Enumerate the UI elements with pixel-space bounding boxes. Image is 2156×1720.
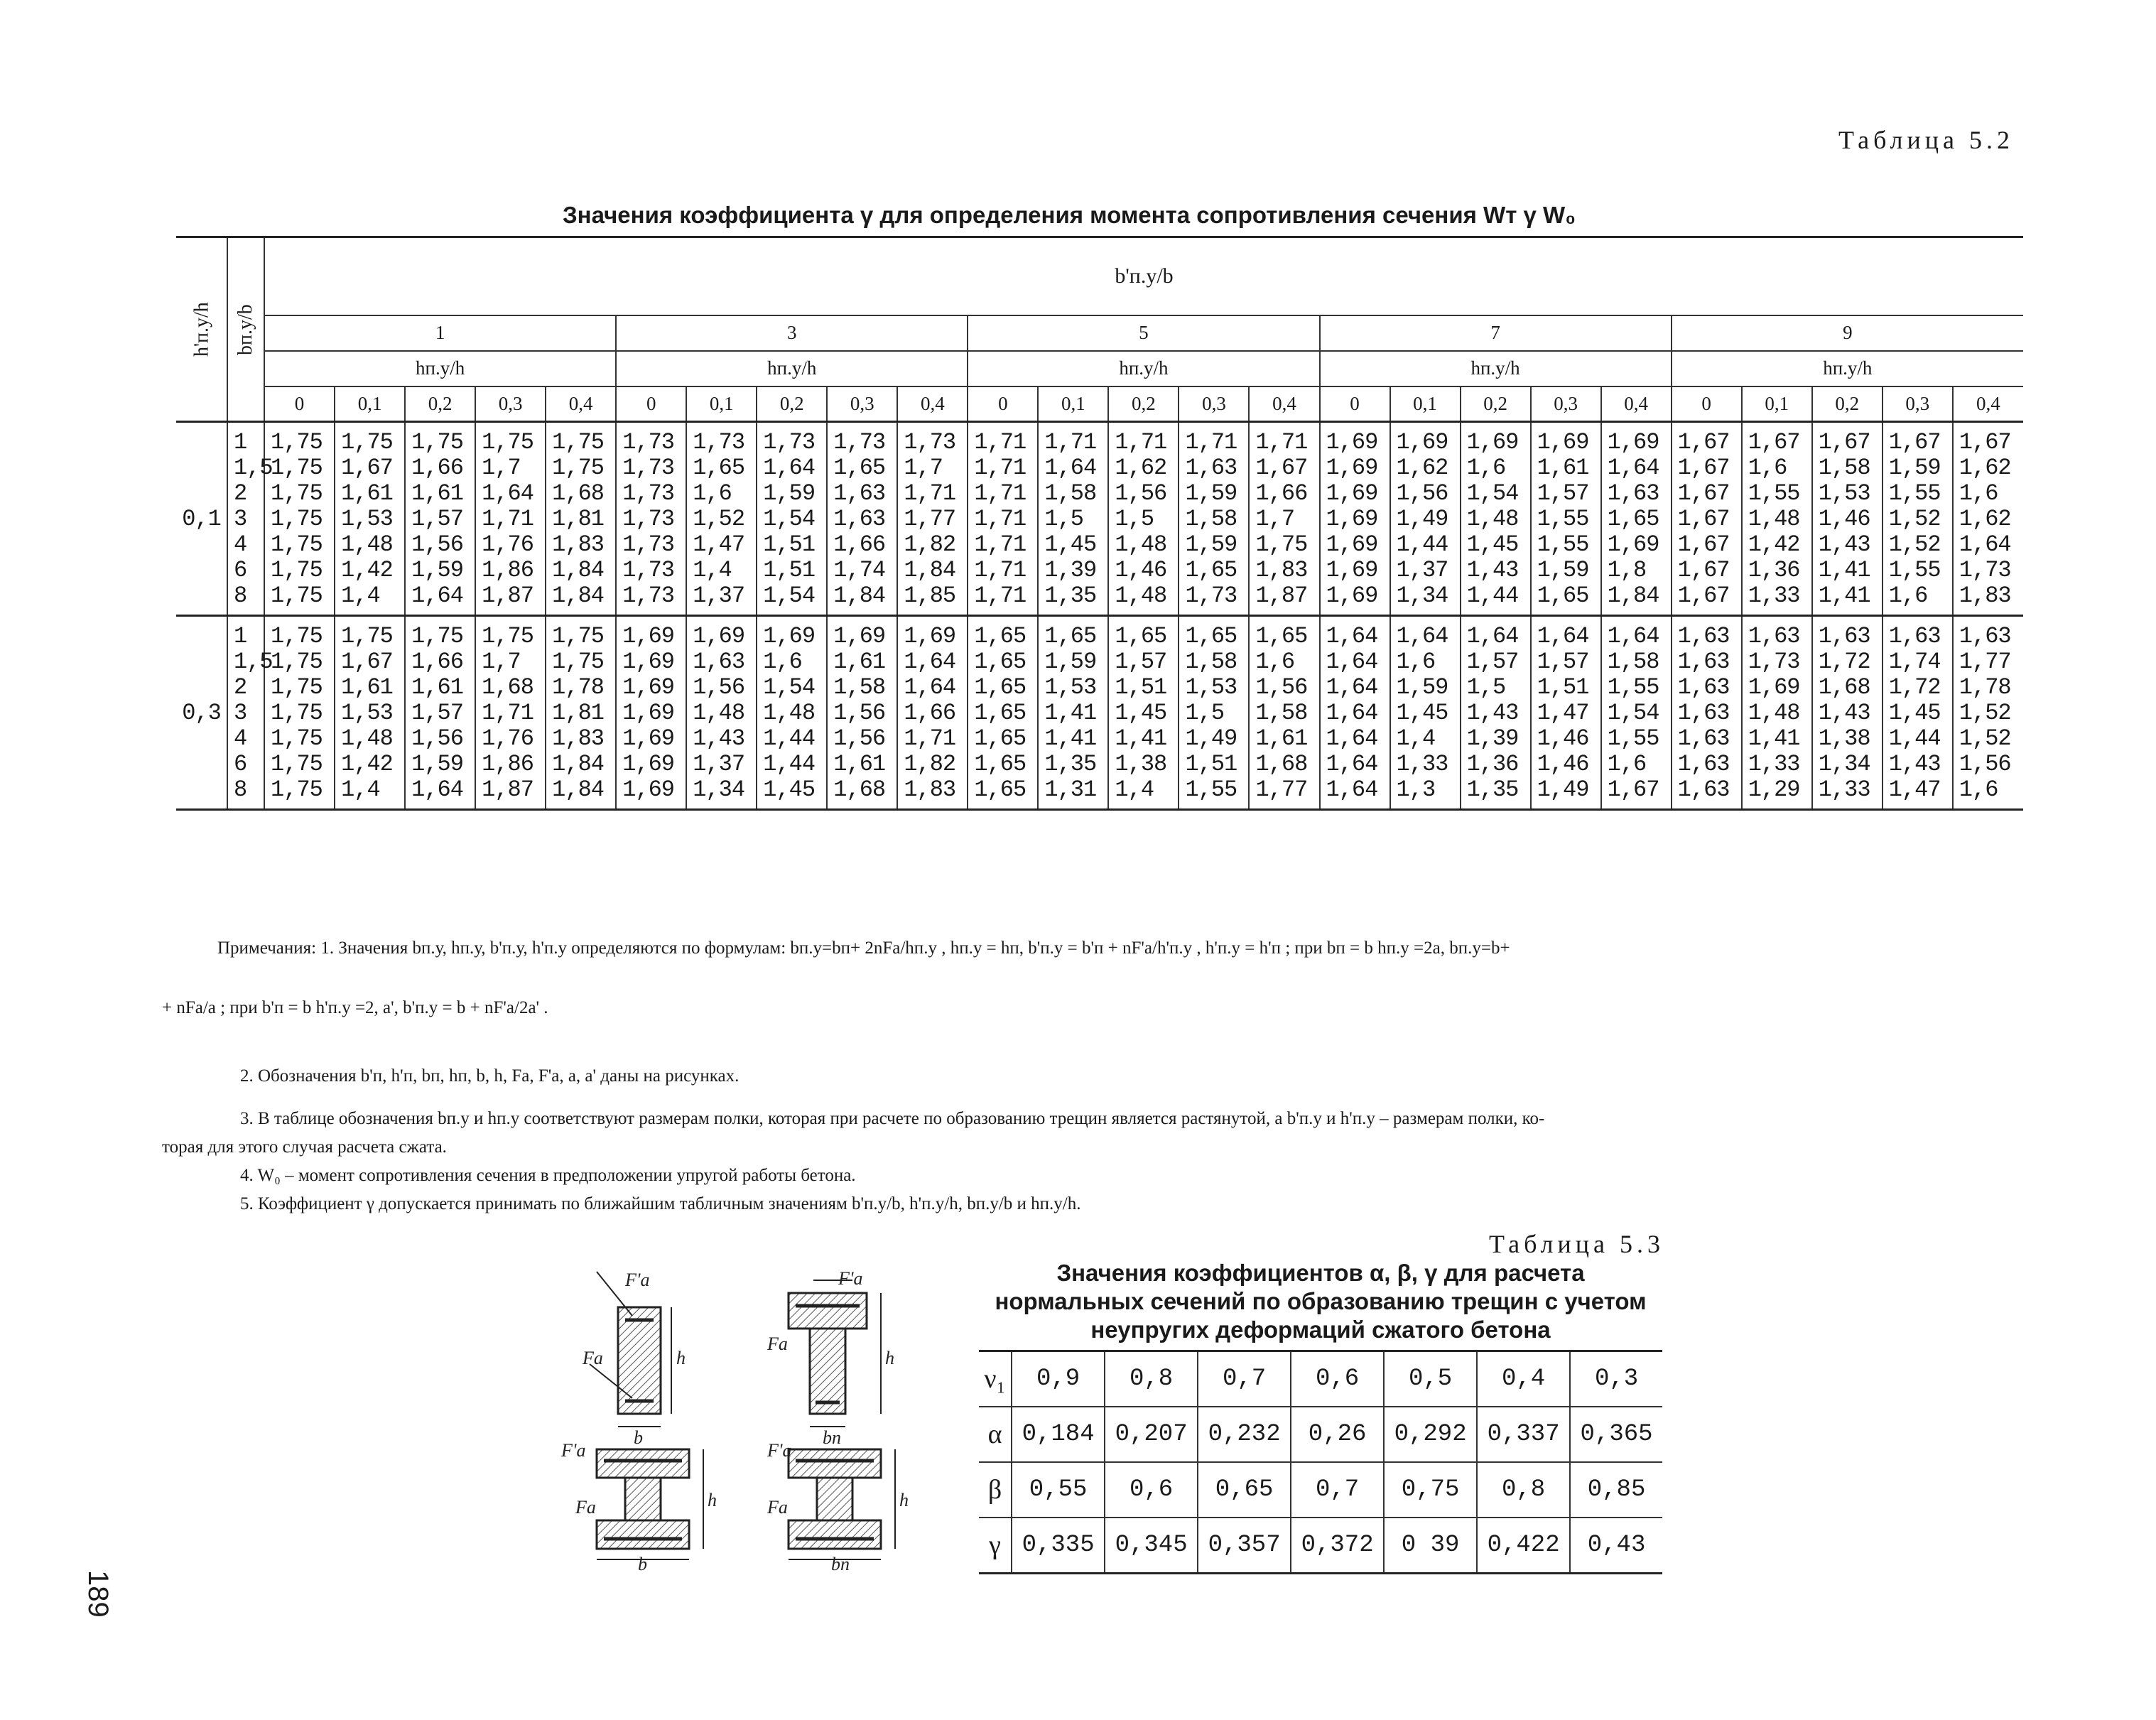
table-cell: 1,75 1,75 1,68 1,81 1,83 1,84 1,84 — [546, 422, 616, 616]
page-number: 189 — [82, 1570, 114, 1618]
label-fa-prime-4: F'a — [767, 1440, 792, 1461]
table-cell: 1,75 1,75 1,75 1,75 1,75 1,75 1,75 — [264, 616, 335, 810]
table-cell: 1,75 1,7 1,64 1,71 1,76 1,86 1,87 — [475, 422, 546, 616]
table-cell: 1,67 1,67 1,67 1,67 1,67 1,67 1,67 — [1672, 422, 1742, 616]
label-fa: Fa — [583, 1348, 603, 1368]
note-3-line-2: торая для этого случая расчета сжата. — [162, 1137, 447, 1157]
bpy-values: 1 1,5 2 3 4 6 8 — [227, 616, 264, 810]
table-cell: 1,67 1,59 1,55 1,52 1,52 1,55 1,6 — [1883, 422, 1953, 616]
table-cell: 0,335 — [1012, 1518, 1105, 1574]
label-fa-prime-2: F'a — [838, 1268, 863, 1289]
label-fa-prime-3: F'a — [561, 1440, 586, 1461]
table-cell: 1,73 1,73 1,73 1,73 1,73 1,73 1,73 — [616, 422, 686, 616]
label-fa-2: Fa — [767, 1334, 788, 1354]
table-row — [176, 422, 2023, 616]
label-bn: bп — [823, 1427, 841, 1448]
table-cell: 1,73 1,7 1,71 1,77 1,82 1,84 1,85 — [897, 422, 968, 616]
table-cell: 1,64 1,57 1,5 1,43 1,39 1,36 1,35 — [1461, 616, 1531, 810]
note-1-line-1: Примечания: 1. Значения bп.у, hп.у, b'п.у, h'п.у определяются по формулам: bп.у=bп+ 2nFa/hп.у , hп.у = hп, b'п.у = b'п + nF'a/h'п.у , h'п.у = h'п ; при bп = b hп.у =2a, bп.у=b+ — [217, 939, 1510, 958]
table-cell: 0 39 — [1384, 1518, 1477, 1574]
h-value-header: 0,3 — [1531, 386, 1601, 422]
h-ratio-subheader: hп.у/h — [1672, 351, 2023, 386]
table-cell: 0,184 — [1012, 1407, 1105, 1462]
table-row — [979, 1462, 1662, 1518]
table-cell: 1,71 1,64 1,58 1,5 1,45 1,39 1,35 — [1038, 422, 1108, 616]
table-5-2 — [176, 236, 2023, 811]
table-cell: 0,55 — [1012, 1462, 1105, 1518]
h-value-header: 0,3 — [1883, 386, 1953, 422]
table-cell: 1,69 1,63 1,56 1,48 1,43 1,37 1,34 — [686, 616, 757, 810]
h-value-header: 0,2 — [1461, 386, 1531, 422]
h-value-header: 0,3 — [1179, 386, 1249, 422]
table-cell: 0,357 — [1198, 1518, 1291, 1574]
b-group-header: 9 — [1672, 315, 2023, 351]
label-h-2: h — [885, 1348, 894, 1368]
table-cell: 1,73 1,64 1,59 1,54 1,51 1,51 1,54 — [757, 422, 827, 616]
row-symbol: ν₁ — [979, 1351, 1012, 1407]
note-2: 2. Обозначения b'п, h'п, bп, hп, b, h, Fa, F'a, a, a' даны на рисунках. — [240, 1066, 740, 1086]
row-symbol: β — [979, 1462, 1012, 1518]
table-cell: 1,63 1,72 1,68 1,43 1,38 1,34 1,33 — [1812, 616, 1883, 810]
label-fa-4: Fa — [767, 1497, 788, 1518]
hpy-value: 0,1 — [176, 422, 227, 616]
h-ratio-subheader: hп.у/h — [1320, 351, 1672, 386]
h-value-header: 0 — [616, 386, 686, 422]
table-cell: 1,75 1,67 1,61 1,53 1,48 1,42 1,4 — [335, 422, 405, 616]
label-h-3: h — [708, 1490, 717, 1510]
header-b-prime-ratio: b'п.у/b — [264, 237, 2023, 315]
table-cell: 1,63 1,63 1,63 1,63 1,63 1,63 1,63 — [1672, 616, 1742, 810]
table-cell: 0,26 — [1291, 1407, 1384, 1462]
table-cell: 1,71 1,67 1,66 1,7 1,75 1,83 1,87 — [1249, 422, 1319, 616]
bpy-values: 1 1,5 2 3 4 6 8 — [227, 422, 264, 616]
table-cell: 1,65 1,65 1,65 1,65 1,65 1,65 1,65 — [968, 616, 1038, 810]
label-fa-3: Fa — [575, 1497, 596, 1518]
h-value-header: 0,2 — [1812, 386, 1883, 422]
label-h-4: h — [899, 1490, 909, 1510]
h-value-header: 0,3 — [475, 386, 546, 422]
table-cell: 1,63 1,73 1,69 1,48 1,41 1,33 1,29 — [1742, 616, 1812, 810]
table-cell: 0,7 — [1198, 1351, 1291, 1407]
table-cell: 1,69 1,64 1,64 1,66 1,71 1,82 1,83 — [897, 616, 968, 810]
note-5: 5. Коэффициент γ допускается принимать по ближайшим табличным значениям b'п.у/b, h'п.у/h, bп.у/b и hп.у/h. — [240, 1194, 1081, 1213]
table-cell: 1,69 1,6 1,54 1,48 1,44 1,44 1,45 — [757, 616, 827, 810]
table-cell: 1,71 1,62 1,56 1,5 1,48 1,46 1,48 — [1108, 422, 1179, 616]
table-cell: 1,65 1,6 1,56 1,58 1,61 1,68 1,77 — [1249, 616, 1319, 810]
table-cell: 1,69 1,62 1,56 1,49 1,44 1,37 1,34 — [1390, 422, 1461, 616]
table-cell: 1,71 1,71 1,71 1,71 1,71 1,71 1,71 — [968, 422, 1038, 616]
header-hpy-ratio: h'п.у/h — [176, 237, 227, 422]
table-cell: 0,9 — [1012, 1351, 1105, 1407]
table-5-3-title-line-1: Значения коэффициентов α, β, γ для расчета — [1056, 1260, 1585, 1286]
table-cell: 1,73 1,65 1,6 1,52 1,47 1,4 1,37 — [686, 422, 757, 616]
table-cell: 0,6 — [1291, 1351, 1384, 1407]
table-cell: 1,75 1,67 1,61 1,53 1,48 1,42 1,4 — [335, 616, 405, 810]
table-cell: 0,5 — [1384, 1351, 1477, 1407]
table-row — [979, 1351, 1662, 1407]
table-cell: 1,69 1,64 1,63 1,65 1,69 1,8 1,84 — [1601, 422, 1672, 616]
b-group-header: 7 — [1320, 315, 1672, 351]
table-cell: 0,85 — [1570, 1462, 1662, 1518]
table-cell: 1,67 1,62 1,6 1,62 1,64 1,73 1,83 — [1953, 422, 2023, 616]
h-value-header: 0,2 — [757, 386, 827, 422]
table-cell: 0,75 — [1384, 1462, 1477, 1518]
table-cell: 1,64 1,58 1,55 1,54 1,55 1,6 1,67 — [1601, 616, 1672, 810]
note-4: 4. W₀ – момент сопротивления сечения в предположении упругой работы бетона. — [240, 1166, 856, 1185]
table-cell: 0,365 — [1570, 1407, 1662, 1462]
table-cell: 0,207 — [1105, 1407, 1198, 1462]
table-5-3 — [979, 1350, 1662, 1574]
note-1-line-2: + nFa/a ; при b'п = b h'п.у =2, a', b'п.у = b + nF'a/2a' . — [162, 998, 548, 1017]
table-cell: 0,3 — [1570, 1351, 1662, 1407]
table-row — [979, 1518, 1662, 1574]
row-symbol: α — [979, 1407, 1012, 1462]
b-group-header: 3 — [616, 315, 968, 351]
h-value-header: 0,2 — [1108, 386, 1179, 422]
table-cell: 1,65 1,59 1,53 1,41 1,41 1,35 1,31 — [1038, 616, 1108, 810]
table-row — [176, 616, 2023, 810]
table-cell: 1,65 1,57 1,51 1,45 1,41 1,38 1,4 — [1108, 616, 1179, 810]
label-b-3: b — [638, 1554, 647, 1574]
h-value-header: 0,1 — [335, 386, 405, 422]
table-cell: 1,75 1,75 1,75 1,75 1,75 1,75 1,75 — [264, 422, 335, 616]
table-cell: 1,71 1,63 1,59 1,58 1,59 1,65 1,73 — [1179, 422, 1249, 616]
table-cell: 1,64 1,64 1,64 1,64 1,64 1,64 1,64 — [1320, 616, 1390, 810]
h-value-header: 0,1 — [1390, 386, 1461, 422]
table-5-3-title-line-2: нормальных сечений по образованию трещин с учетом — [995, 1288, 1647, 1314]
h-ratio-subheader: hп.у/h — [968, 351, 1319, 386]
table-cell: 1,69 1,69 1,69 1,69 1,69 1,69 1,69 — [1320, 422, 1390, 616]
table-cell: 1,69 1,6 1,54 1,48 1,45 1,43 1,44 — [1461, 422, 1531, 616]
header-bpy-ratio: bп.у/b — [227, 237, 264, 422]
h-value-header: 0,4 — [1953, 386, 2023, 422]
b-group-header: 1 — [264, 315, 616, 351]
table-cell: 0,372 — [1291, 1518, 1384, 1574]
figure-i-section-2 — [789, 1449, 895, 1559]
table-cell: 1,69 1,61 1,57 1,55 1,55 1,59 1,65 — [1531, 422, 1601, 616]
table-cell: 0,65 — [1198, 1462, 1291, 1518]
hpy-value: 0,3 — [182, 699, 221, 726]
table-5-2-label: Таблица 5.2 — [1838, 126, 2014, 154]
table-5-3-label: Таблица 5.3 — [1489, 1230, 1664, 1258]
table-cell: 1,75 1,75 1,78 1,81 1,83 1,84 1,84 — [546, 616, 616, 810]
h-value-header: 0,1 — [1742, 386, 1812, 422]
table-cell: 0,6 — [1105, 1462, 1198, 1518]
note-3-line-1: 3. В таблице обозначения bп.у и hп.у соответствуют размерам полки, которая при расчете по образованию трещин является растянутой, а b'п.у и h'п.у – размерам полки, ко- — [240, 1109, 1545, 1128]
table-cell: 1,75 1,66 1,61 1,57 1,56 1,59 1,64 — [405, 616, 475, 810]
table-5-3-title — [979, 1259, 1662, 1344]
label-b: b — [634, 1427, 643, 1448]
table-cell: 1,64 1,6 1,59 1,45 1,4 1,33 1,3 — [1390, 616, 1461, 810]
h-value-header: 0 — [1672, 386, 1742, 422]
h-value-header: 0 — [968, 386, 1038, 422]
table-cell: 0,4 — [1477, 1351, 1570, 1407]
label-fa-prime: F'a — [625, 1270, 650, 1290]
row-symbol: γ — [979, 1518, 1012, 1574]
table-cell: 1,63 1,77 1,78 1,52 1,52 1,56 1,6 — [1953, 616, 2023, 810]
h-value-header: 0,2 — [405, 386, 475, 422]
table-cell: 0,7 — [1291, 1462, 1384, 1518]
b-group-header: 5 — [968, 315, 1319, 351]
table-cell: 1,63 1,74 1,72 1,45 1,44 1,43 1,47 — [1883, 616, 1953, 810]
table-cell: 1,75 1,7 1,68 1,71 1,76 1,86 1,87 — [475, 616, 546, 810]
table-cell: 0,8 — [1477, 1462, 1570, 1518]
table-cell: 1,67 1,6 1,55 1,48 1,42 1,36 1,33 — [1742, 422, 1812, 616]
h-ratio-subheader: hп.у/h — [264, 351, 616, 386]
table-5-3-title-line-3: неупругих деформаций сжатого бетона — [1090, 1316, 1551, 1343]
h-value-header: 0,4 — [897, 386, 968, 422]
h-value-header: 0,1 — [686, 386, 757, 422]
h-ratio-subheader: hп.у/h — [616, 351, 968, 386]
table-cell: 0,292 — [1384, 1407, 1477, 1462]
h-value-header: 0,4 — [546, 386, 616, 422]
table-cell: 1,69 1,61 1,58 1,56 1,56 1,61 1,68 — [827, 616, 897, 810]
h-value-header: 0,1 — [1038, 386, 1108, 422]
h-value-header: 0,3 — [827, 386, 897, 422]
table-row — [979, 1407, 1662, 1462]
h-value-header: 0,4 — [1601, 386, 1672, 422]
label-h: h — [676, 1348, 686, 1368]
label-bn-4: bп — [831, 1554, 850, 1574]
table-5-2-title: Значения коэффициента γ для определения момента сопротивления сечения Wт γ W₀ — [563, 202, 1576, 228]
table-cell: 0,43 — [1570, 1518, 1662, 1574]
table-cell: 1,69 1,69 1,69 1,69 1,69 1,69 1,69 — [616, 616, 686, 810]
table-cell: 1,67 1,58 1,53 1,46 1,43 1,41 1,41 — [1812, 422, 1883, 616]
table-cell: 0,8 — [1105, 1351, 1198, 1407]
table-cell: 0,337 — [1477, 1407, 1570, 1462]
table-cell: 1,73 1,65 1,63 1,63 1,66 1,74 1,84 — [827, 422, 897, 616]
h-value-header: 0,4 — [1249, 386, 1319, 422]
cross-section-figures — [554, 1265, 938, 1574]
figure-i-section — [597, 1449, 703, 1559]
table-cell: 1,65 1,58 1,53 1,5 1,49 1,51 1,55 — [1179, 616, 1249, 810]
figure-t-section-top-flange — [789, 1280, 881, 1427]
table-cell: 1,64 1,57 1,51 1,47 1,46 1,46 1,49 — [1531, 616, 1601, 810]
table-cell: 1,75 1,66 1,61 1,57 1,56 1,59 1,64 — [405, 422, 475, 616]
h-value-header: 0 — [264, 386, 335, 422]
h-value-header: 0 — [1320, 386, 1390, 422]
table-cell: 0,232 — [1198, 1407, 1291, 1462]
table-cell: 0,345 — [1105, 1518, 1198, 1574]
table-cell: 0,422 — [1477, 1518, 1570, 1574]
